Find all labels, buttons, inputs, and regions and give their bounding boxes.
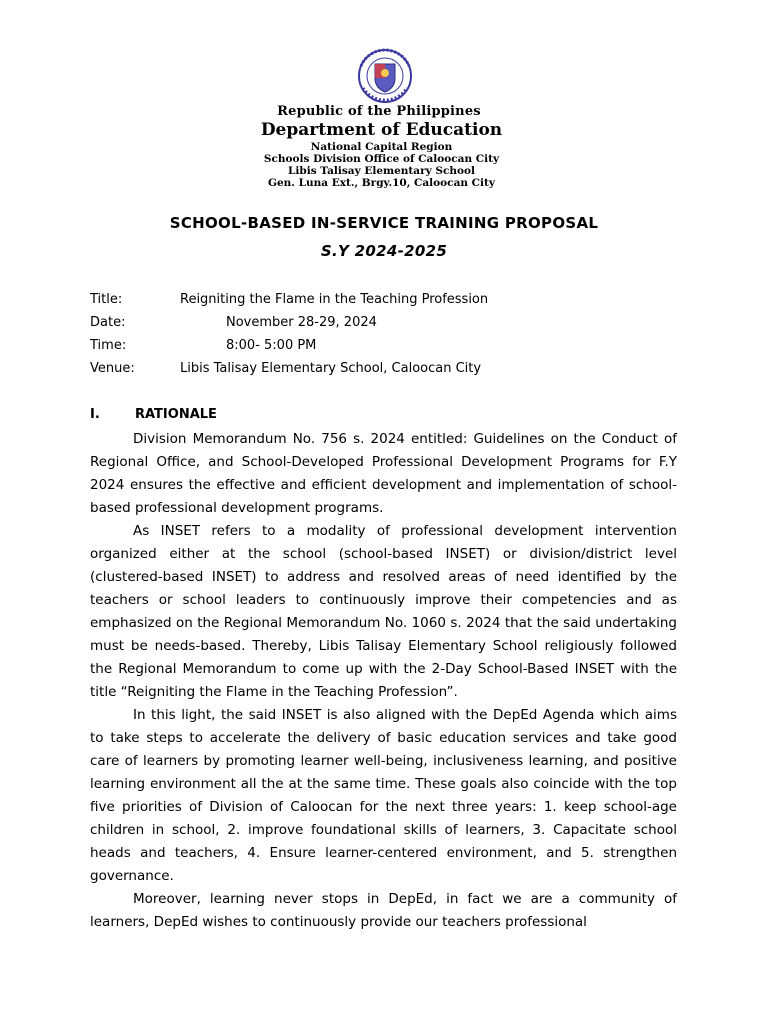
section-name: RATIONALE [135, 407, 217, 422]
date-value: November 28-29, 2024 [226, 315, 377, 330]
paragraph: Division Memorandum No. 756 s. 2024 entitled: Guidelines on the Conduct of Regional Office, and School-Developed Professional Development Programs for F.Y 2024 ensures the effective and efficient development and implementation of school-based professional development programs. [90, 431, 677, 516]
letterhead [0, 104, 768, 189]
title-value: Reigniting the Flame in the Teaching Profession [180, 292, 489, 307]
venue-value: Libis Talisay Elementary School, Caloocan City [180, 361, 482, 376]
paragraph: In this light, the said INSET is also aligned with the DepEd Agenda which aims to take steps to accelerate the delivery of basic education services and take good care of learners by promoting learner well-being, inclusiveness learning, and positive learning environment all the at the same time. These goals also coincide with the top five priorities of Division of Caloocan for the next three years: 1. keep school-age children in school, 2. improve foundational skills of learners, 3. Capacitate school heads and teachers, 4. Ensure learner-centered environment, and 5. strengthen governance. [90, 707, 677, 884]
paragraph: As INSET refers to a modality of professional development intervention organized either at the school (school-based INSET) or division/district level (clustered-based INSET) to address and resolved areas of need identified by the teachers or school leaders to continuously improve their competencies and as emphasized on the Regional Memorandum No. 1060 s. 2024 that the said undertaking must be needs-based. Thereby, Libis Talisay Elementary School religiously followed the Regional Memorandum to come up with the 2-Day School-Based INSET with the title “Reigniting the Flame in the Teaching Profession”. [90, 523, 677, 700]
time-value: 8:00- 5:00 PM [226, 338, 317, 353]
republic-line: Republic of the Philippines [277, 104, 481, 119]
date-label: Date: [90, 315, 126, 330]
school-line: Libis Talisay Elementary School [288, 165, 475, 177]
division-line: Schools Division Office of Caloocan City [263, 153, 500, 165]
paragraph: Moreover, learning never stops in DepEd, in fact we are a community of learners, DepEd wishes to continuously provide our teachers professional [90, 891, 677, 930]
document-title: SCHOOL-BASED IN-SERVICE TRAINING PROPOSAL [169, 214, 599, 232]
department-line: Department of Education [260, 120, 503, 140]
deped-seal-icon [349, 48, 421, 104]
venue-label: Venue: [90, 361, 135, 376]
time-label: Time: [90, 338, 127, 353]
address-line: Gen. Luna Ext., Brgy.10, Caloocan City [268, 177, 495, 189]
title-label: Title: [90, 292, 123, 307]
school-year: S.Y 2024-2025 [320, 242, 448, 260]
rationale-body [90, 428, 677, 934]
section-number: I. [90, 407, 100, 422]
region-line: National Capital Region [310, 141, 453, 153]
